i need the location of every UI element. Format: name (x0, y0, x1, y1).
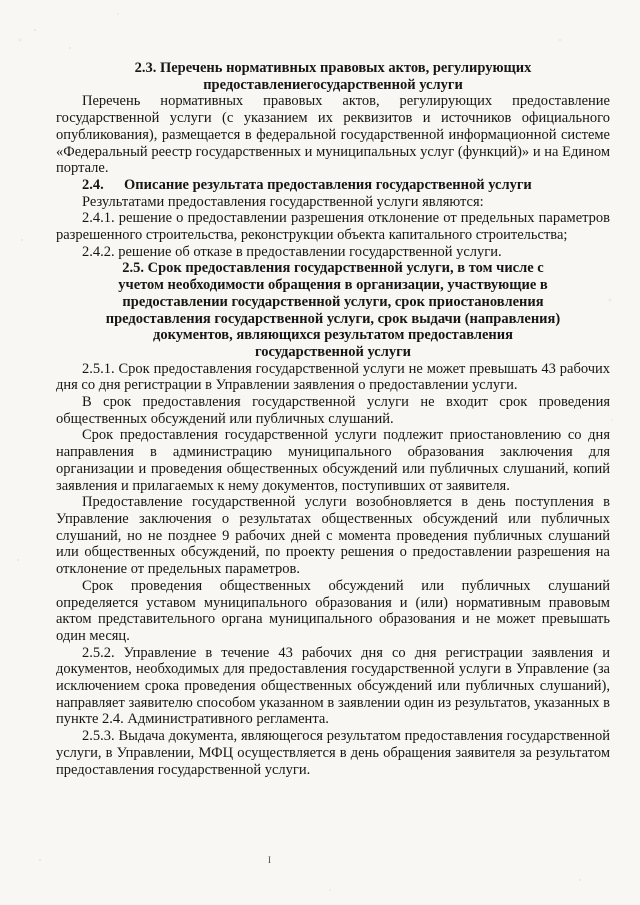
section-heading: учетом необходимости обращения в организации, участвующие в (118, 277, 548, 294)
section-2-5 (56, 260, 610, 778)
page-mark: I (268, 855, 271, 865)
section-heading (56, 177, 610, 194)
section-heading: документов, являющихся результатом предоставления (153, 327, 513, 344)
paragraph: Предоставление государственной услуги возобновляется в день поступления в Управление заключения о результатах общественных обсуждений или публичных слушаний, но не позднее 9 рабочих дней с момента проведения публичных слушаний или общественных обсуждений, по проекту решения о предоставлении разрешения на отклонение от предельных параметров. (56, 494, 610, 578)
section-heading: государственной услуги (254, 343, 412, 360)
section-heading: предоставлениегосударственной услуги (203, 76, 463, 93)
paragraph: В срок предоставления государственной услуги не входит срок проведения общественных обсуждений или публичных слушаний. (56, 394, 610, 427)
paragraph: 2.5.1. Срок предоставления государственной услуги не может превышать 43 рабочих дня со дня регистрации в Управлении заявления о предоставлении услуги. (56, 360, 610, 394)
paragraph: 2.5.3. Выдача документа, являющегося результатом предоставления государственной услуги, в Управлении, МФЦ осуществляется в день обращения заявителя за результатом предоставления государственной услуги. (56, 728, 610, 778)
paragraph: Перечень нормативных правовых актов, регулирующих предоставление государственной услуги (с указанием их реквизитов и источников официального опубликования), размещается в федеральной государственной информационной системе «Федеральный реестр государственных и муниципальных услуг (функций)» и на Едином портале. (56, 93, 610, 177)
section-title: Описание результата предоставления государственной услуги (124, 176, 532, 193)
section-heading: 2.3. Перечень нормативных правовых актов, регулирующих (134, 60, 532, 76)
section-2-3 (56, 60, 610, 177)
section-2-4 (56, 177, 610, 261)
paragraph: Срок проведения общественных обсуждений или публичных слушаний определяется уставом муниципального образования и (или) нормативным правовым актом представительного органа муниципального образования и не может превышать один месяц. (56, 577, 610, 644)
paragraph: Результатами предоставления государственной услуги являются: (82, 193, 484, 210)
paragraph: Срок предоставления государственной услуги подлежит приостановлению со дня направления в администрацию муниципального образования заключения для организации и проведения общественных обсуждений или публичных слушаний, копий заявления и прилагаемых к нему документов, поступивших от заявителя. (56, 427, 610, 494)
list-item: 2.4.2. решение об отказе в предоставлении государственной услуги. (82, 243, 502, 260)
list-item: 2.4.1. решение о предоставлении разрешения отклонение от предельных параметров разрешенного строительства, реконструкции объекта капитального строительства; (56, 210, 610, 244)
paragraph: 2.5.2. Управление в течение 43 рабочих дня со дня регистрации заявления и документов, необходимых для предоставления государственной услуги в Управление (за исключением срока проведения общественных обсуждений или публичных слушаний), направляет заявителю способом указанном в заявлении один из результатов, указанных в пункте 2.4. Административного регламента. (56, 644, 610, 728)
section-heading: предоставлении государственной услуги, срок приостановления (122, 293, 544, 310)
section-heading: 2.5. Срок предоставления государственной услуги, в том числе с (122, 260, 544, 277)
section-heading: предоставления государственной услуги, срок выдачи (направления) (105, 310, 561, 327)
section-number: 2.4. (82, 176, 104, 193)
